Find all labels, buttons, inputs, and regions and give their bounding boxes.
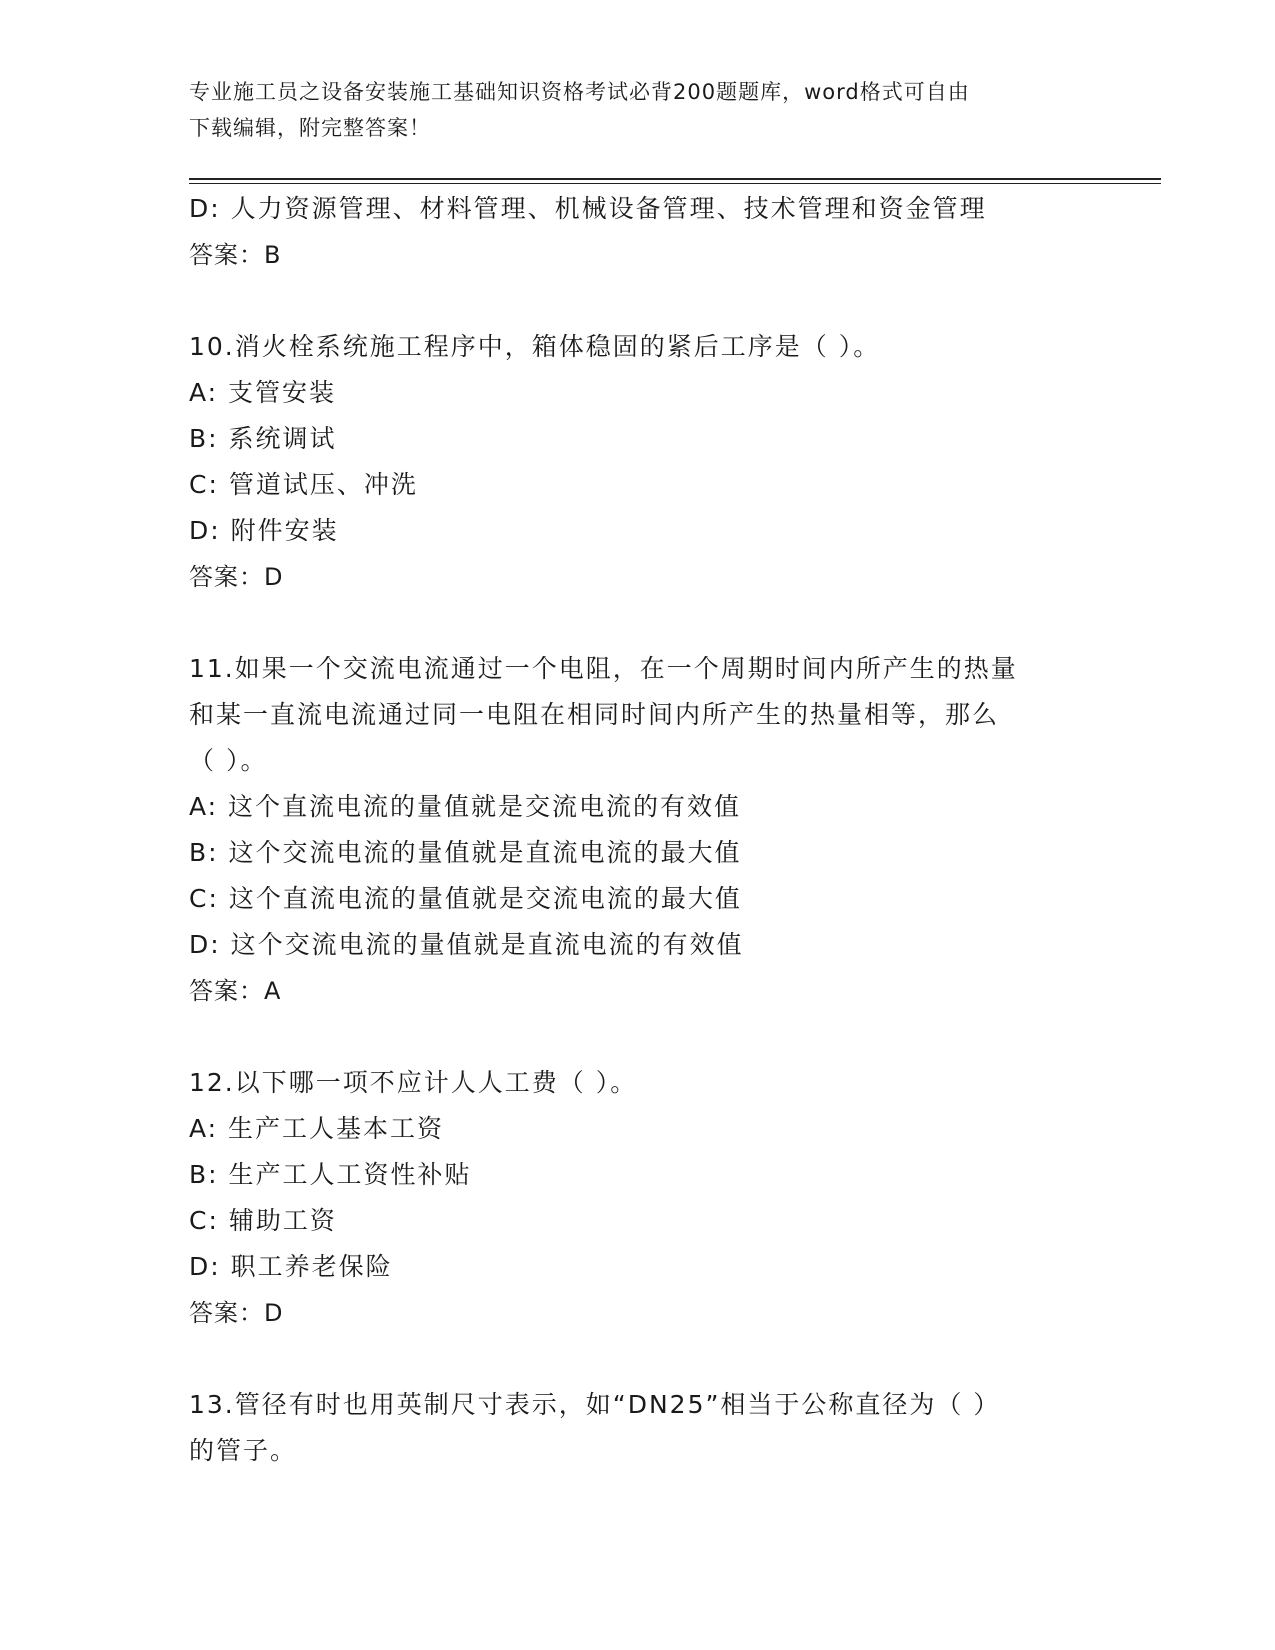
question-text: 10.消火栓系统施工程序中，箱体稳固的紧后工序是（ ）。 <box>189 332 881 361</box>
question-gap <box>189 600 1089 646</box>
option-a: A: 生产工人基本工资 <box>189 1114 445 1143</box>
question-gap <box>189 1014 1089 1060</box>
question-text: 11.如果一个交流电流通过一个电阻，在一个周期时间内所产生的热量 <box>189 654 1018 683</box>
question-11 <box>189 646 1089 1014</box>
option-a: A: 支管安装 <box>189 378 337 407</box>
option-d: D: 职工养老保险 <box>189 1252 393 1281</box>
question-10 <box>189 324 1089 600</box>
option-d: D: 人力资源管理、材料管理、机械设备管理、技术管理和资金管理 <box>189 194 987 223</box>
answer: 答案：B <box>189 241 282 269</box>
option-b: B: 系统调试 <box>189 424 337 453</box>
question-text: 的管子。 <box>189 1436 298 1465</box>
answer: 答案：A <box>189 977 282 1005</box>
question-text: 12.以下哪一项不应计人人工费（ ）。 <box>189 1068 638 1097</box>
question-13 <box>189 1382 1089 1474</box>
question-gap <box>189 278 1089 324</box>
option-c: C: 这个直流电流的量值就是交流电流的最大值 <box>189 884 742 913</box>
previous-question-tail <box>189 186 1089 278</box>
answer: 答案：D <box>189 1299 284 1327</box>
question-text: 和某一直流电流通过同一电阻在相同时间内所产生的热量相等，那么 <box>189 700 1000 729</box>
question-12 <box>189 1060 1089 1336</box>
option-b: B: 生产工人工资性补贴 <box>189 1160 472 1189</box>
option-c: C: 管道试压、冲洗 <box>189 470 418 499</box>
question-text: 13.管径有时也用英制尺寸表示，如“DN25”相当于公称直径为（ ） <box>189 1390 1001 1419</box>
header-line-1: 专业施工员之设备安装施工基础知识资格考试必背200题题库，word格式可自由 <box>189 80 970 104</box>
header-line-2: 下载编辑，附完整答案！ <box>189 116 431 140</box>
option-d: D: 附件安装 <box>189 516 339 545</box>
document-body <box>189 186 1089 1474</box>
option-a: A: 这个直流电流的量值就是交流电流的有效值 <box>189 792 742 821</box>
document-header <box>189 74 1089 146</box>
header-divider-thick <box>189 178 1161 180</box>
question-text: （ ）。 <box>189 746 268 775</box>
answer: 答案：D <box>189 563 284 591</box>
option-d: D: 这个交流电流的量值就是直流电流的有效值 <box>189 930 744 959</box>
option-b: B: 这个交流电流的量值就是直流电流的最大值 <box>189 838 742 867</box>
option-c: C: 辅助工资 <box>189 1206 337 1235</box>
question-gap <box>189 1336 1089 1382</box>
header-divider-thin <box>189 183 1161 184</box>
